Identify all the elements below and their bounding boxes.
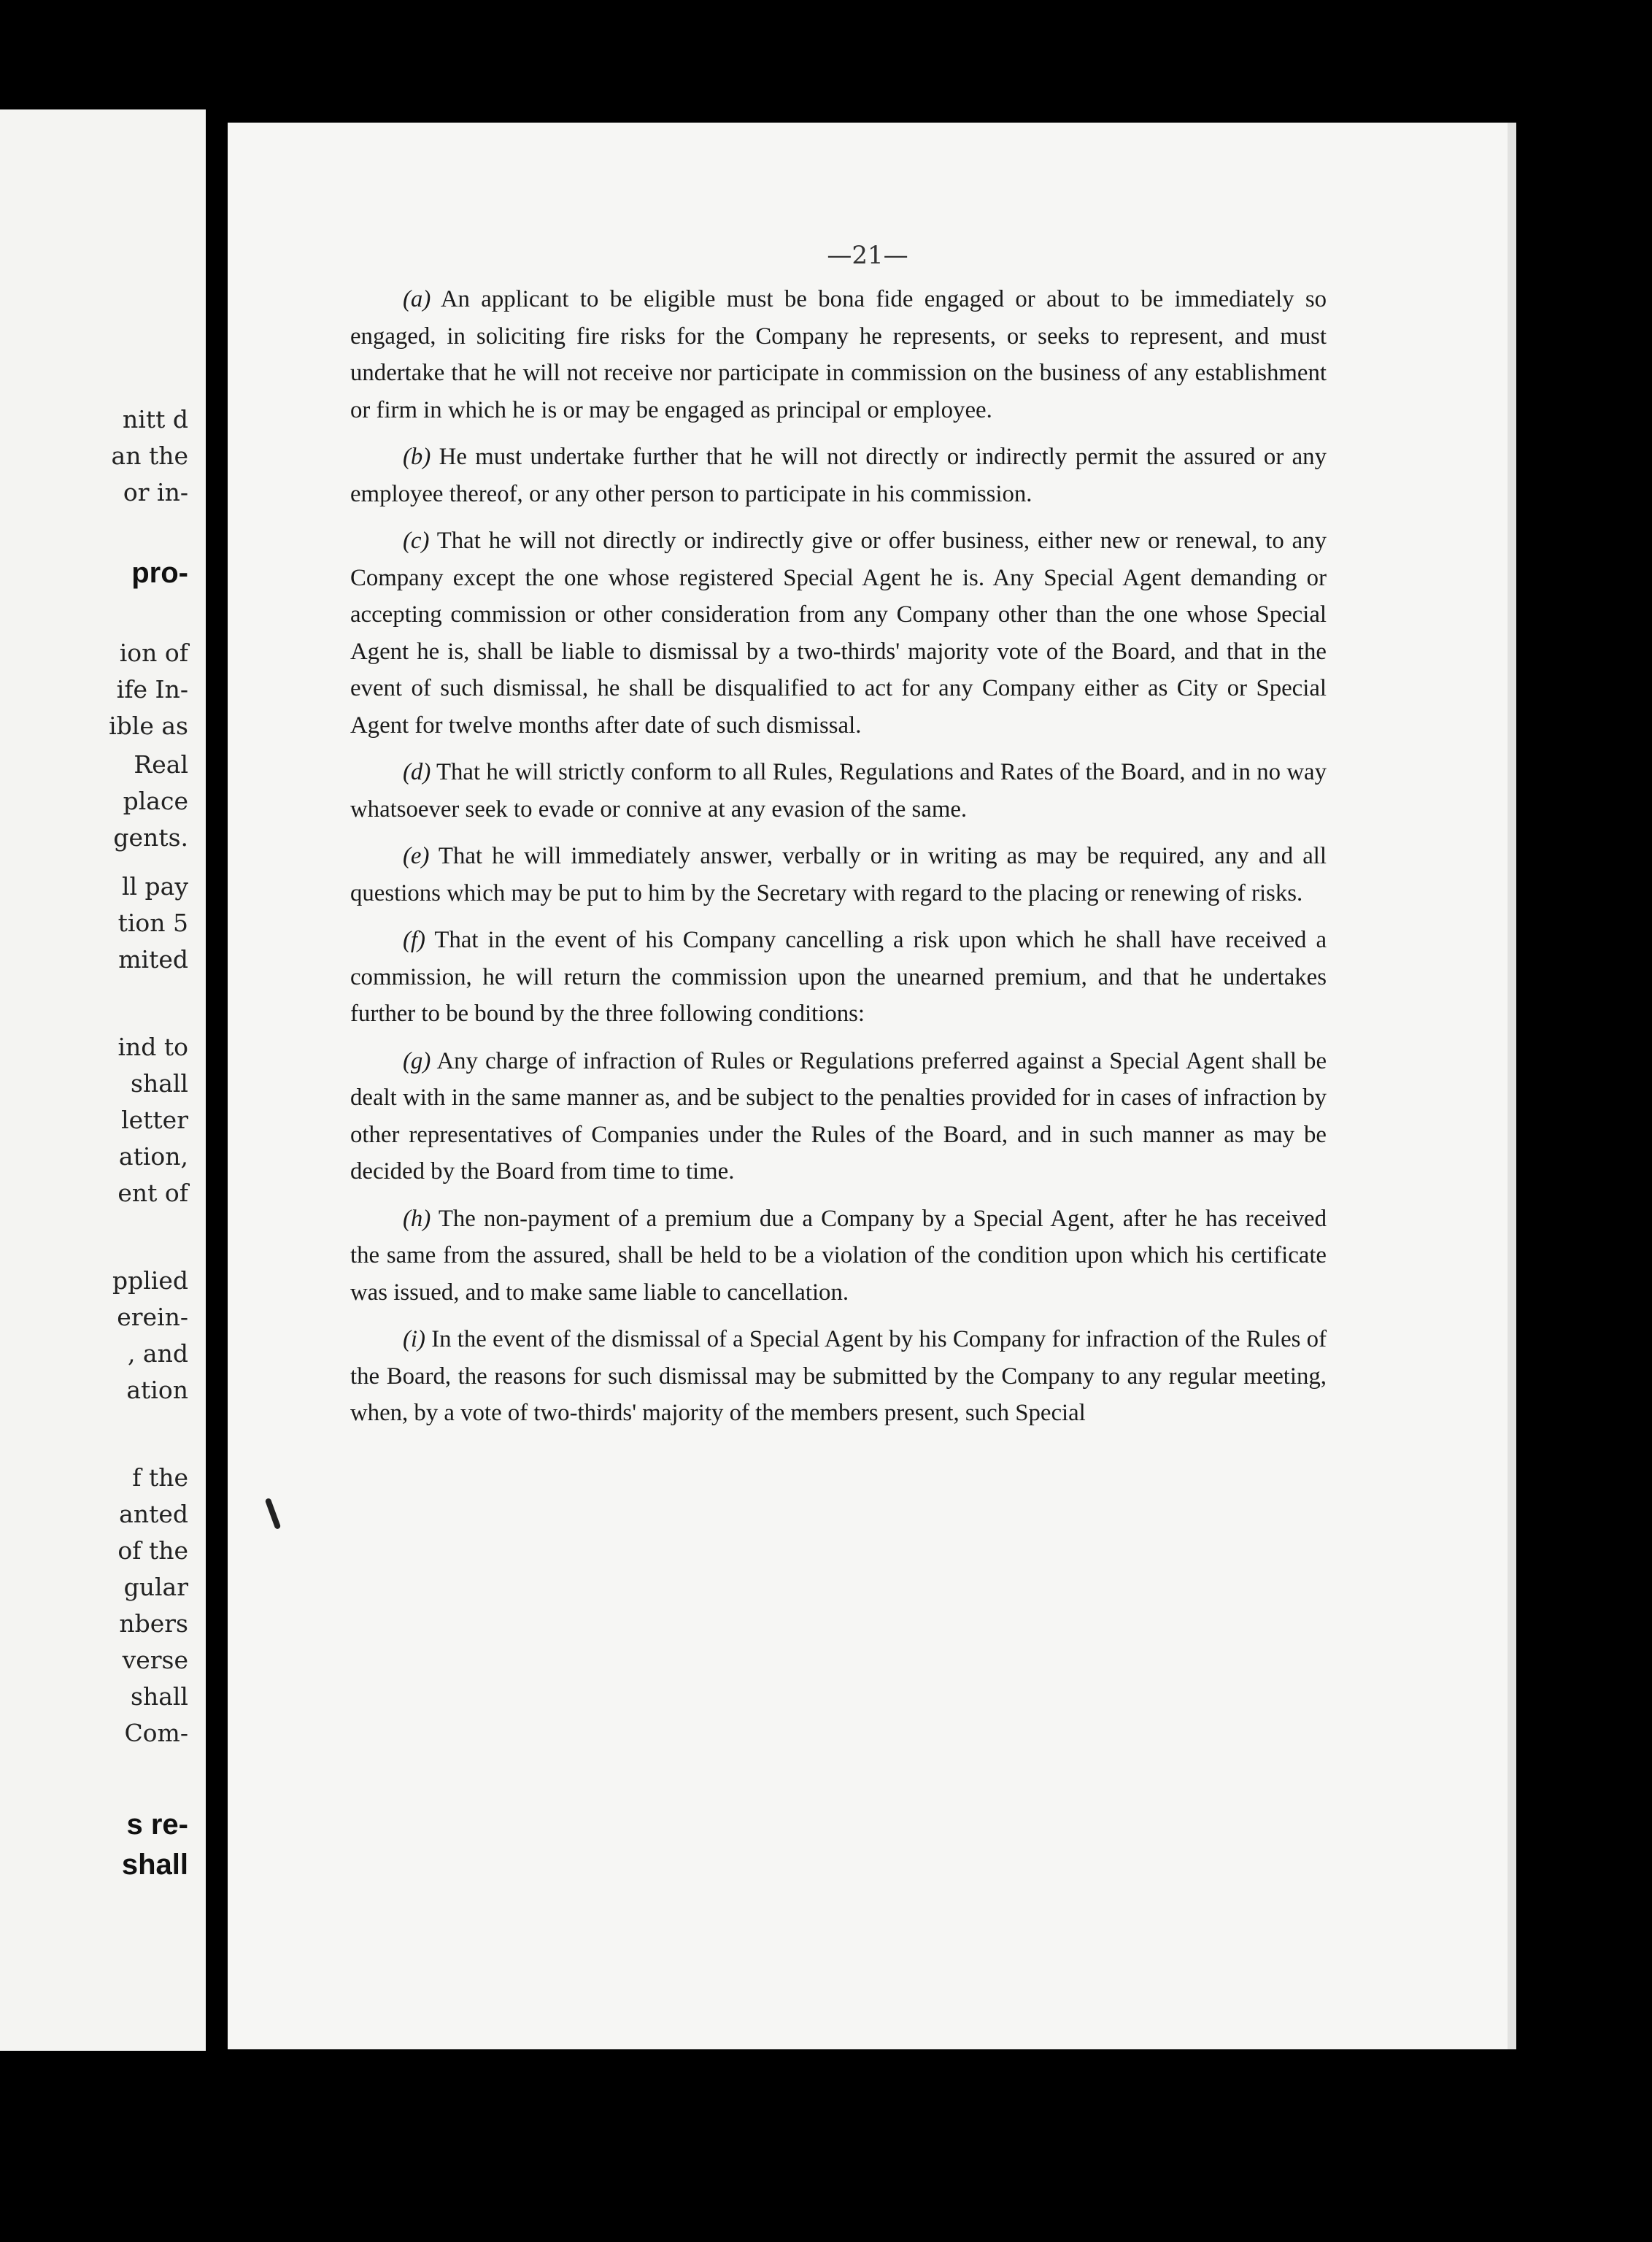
paragraph-g	[350, 1043, 1327, 1190]
left-page-line-fragment: or in-	[123, 478, 188, 506]
paragraph-d	[350, 754, 1327, 828]
left-page-line-fragment: shall	[131, 1069, 188, 1098]
left-page-line-fragment: mited	[118, 945, 188, 974]
left-page-line-fragment: ll pay	[121, 872, 188, 901]
left-page-line-fragment: shall	[131, 1682, 188, 1711]
left-page-line-fragment: pro-	[131, 557, 188, 589]
paragraph-label: (a)	[403, 286, 431, 312]
left-page-line-fragment: ind to	[117, 1033, 188, 1061]
left-page-line-fragment: Com-	[124, 1719, 188, 1747]
left-page-line-fragment: verse	[122, 1646, 188, 1674]
left-page-line-fragment: gular	[123, 1573, 188, 1601]
left-page-line-fragment: of the	[117, 1536, 188, 1565]
paragraph-text: An applicant to be eligible must be bona fide engaged or about to be immediately so engaged, in soliciting fire risks for the Company he represents, or seeks to represent, and must undertake that he will not receive nor participate in commission on the business of any establishment or firm in which he is or may be engaged as principal or employee.	[350, 286, 1327, 423]
left-page-line-fragment: Real	[134, 750, 188, 779]
paragraph-h	[350, 1201, 1327, 1311]
left-page-line-fragment: ible as	[109, 712, 188, 740]
paragraph-label: (c)	[403, 528, 430, 554]
page-number: —21—	[827, 241, 908, 270]
paragraph-label: (i)	[403, 1326, 425, 1352]
paragraph-label: (e)	[403, 843, 430, 869]
left-page-line-fragment: tion 5	[117, 909, 188, 937]
left-page-line-fragment: ion of	[119, 639, 188, 667]
paragraph-text: In the event of the dismissal of a Special Agent by his Company for infraction of the Rules of the Board, the reasons for such dismissal may be submitted by the Company to any regular meeting, when, by a vote of two-thirds' majority of the members present, such Special	[350, 1326, 1327, 1426]
left-page-line-fragment: ife In-	[116, 675, 188, 704]
left-page-line-fragment: f the	[132, 1463, 188, 1492]
left-page-line-fragment: gents.	[113, 823, 188, 852]
left-page-line-fragment: erein-	[117, 1303, 188, 1331]
left-page-line-fragment: ent of	[117, 1179, 188, 1207]
paragraph-label: (d)	[403, 759, 431, 785]
paragraph-label: (g)	[403, 1047, 431, 1074]
left-page-line-fragment: s re-	[126, 1808, 188, 1841]
paragraph-label: (f)	[403, 927, 425, 953]
paragraph-label: (b)	[403, 444, 431, 470]
paragraph-text: The non-payment of a premium due a Company by a Special Agent, after he has received the same from the assured, shall be held to be a violation of the condition upon which his certificate was issued, and to make same liable to cancellation.	[350, 1205, 1327, 1306]
left-page-line-fragment: ation	[126, 1376, 188, 1404]
left-page-line-fragment: anted	[119, 1500, 188, 1528]
left-page-line-fragment: nbers	[119, 1609, 188, 1638]
paragraph-a	[350, 281, 1327, 428]
left-page-line-fragment: an the	[111, 442, 188, 470]
left-page	[0, 109, 206, 2051]
paragraph-i	[350, 1321, 1327, 1432]
left-page-line-fragment: shall	[121, 1849, 188, 1881]
paragraph-text: That he will strictly conform to all Rules, Regulations and Rates of the Board, and in no way whatsoever seek to evade or connive at any evasion of the same.	[350, 759, 1327, 823]
left-page-line-fragment: pplied	[112, 1266, 188, 1295]
paragraph-b	[350, 439, 1327, 512]
page-body	[350, 281, 1327, 1442]
paragraph-f	[350, 922, 1327, 1033]
left-page-line-fragment: place	[123, 787, 188, 815]
paragraph-text: He must undertake further that he will not directly or indirectly permit the assured or any employee thereof, or any other person to participate in his commission.	[350, 444, 1327, 507]
left-page-line-fragment: letter	[121, 1106, 188, 1134]
left-page-line-fragment: ation,	[118, 1142, 188, 1171]
paragraph-text: That in the event of his Company cancelling a risk upon which he shall have received a commission, he will return the commission upon the unearned premium, and that he undertakes further to be bound by the three following conditions:	[350, 927, 1327, 1027]
paragraph-text: That he will immediately answer, verbally or in writing as may be required, any and all questions which may be put to him by the Secretary with regard to the placing or renewing of risks.	[350, 843, 1327, 906]
paragraph-e	[350, 838, 1327, 912]
paragraph-text: That he will not directly or indirectly give or offer business, either new or renewal, to any Company except the one whose registered Special Agent he is. Any Special Agent demanding or accepting commission or other consideration from any Company other than the one whose Special Agent he is, shall be liable to dismissal by a two-thirds' majority vote of the Board, and that in the event of such dismissal, he shall be disqualified to act for any Company either as City or Special Agent for twelve months after date of such dismissal.	[350, 528, 1327, 739]
paragraph-text: Any charge of infraction of Rules or Regulations preferred against a Special Agent shall be dealt with in the same manner as, and be subject to the penalties provided for in cases of infraction by other representatives of Companies under the Rules of the Board, and in such manner as may be decided by the Board from time to time.	[350, 1047, 1327, 1184]
paragraph-c	[350, 523, 1327, 744]
left-page-line-fragment: , and	[127, 1339, 188, 1368]
left-page-line-fragment: nitt d	[123, 405, 188, 434]
paragraph-label: (h)	[403, 1205, 431, 1232]
